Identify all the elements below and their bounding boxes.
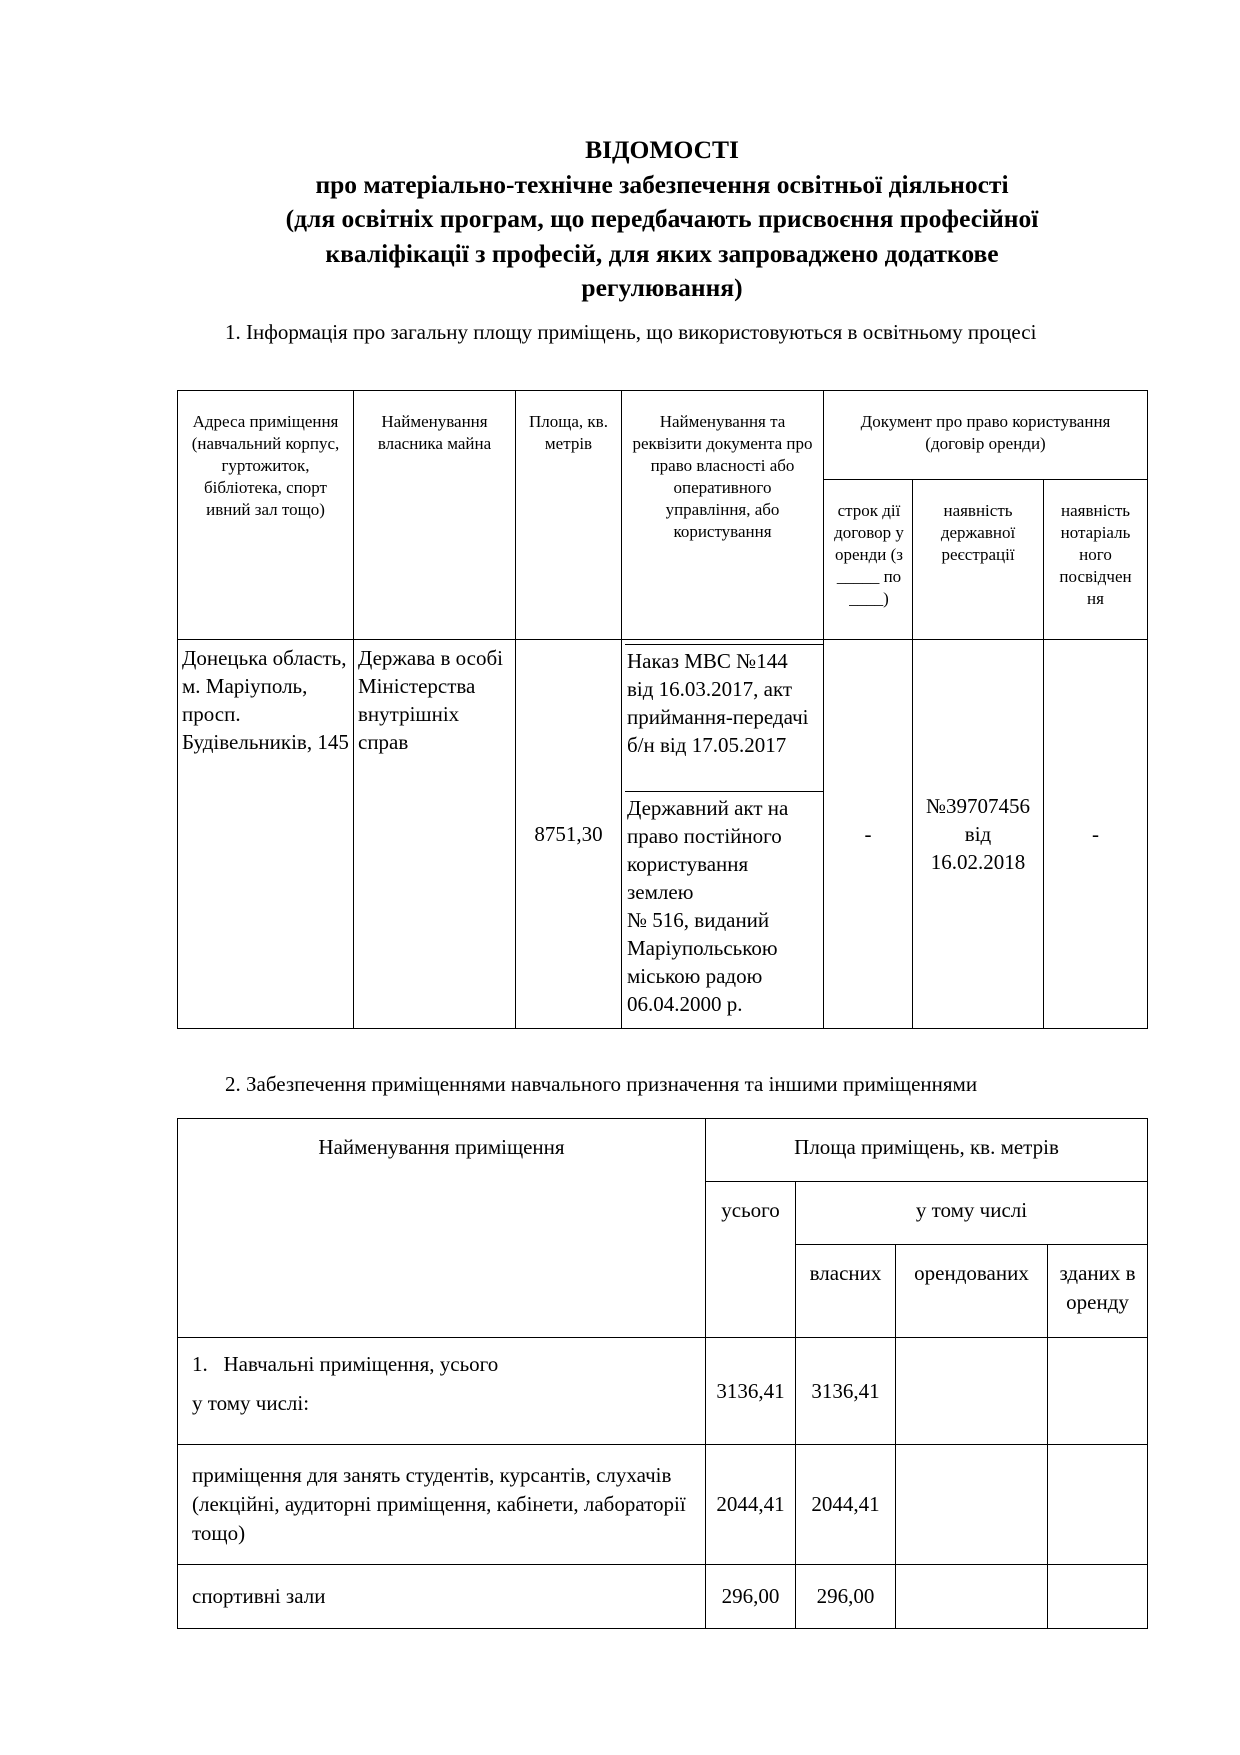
ownership-doc-2-line-2: № 516, виданий Маріупольською міською радою 06.04.2000 р. [627, 908, 778, 1016]
row-2-own: 2044,41 [796, 1445, 896, 1565]
cell-area: 8751,30 [516, 640, 622, 1029]
row-1-sub: у тому числі: [192, 1391, 310, 1415]
header-including: у тому числі [796, 1182, 1148, 1245]
section1-heading: 1. Інформація про загальну площу приміщень, що використовуються в освітньому процесі [225, 320, 1037, 344]
header-leased: орендованих [896, 1245, 1048, 1338]
cell-state-registration: №39707456 від 16.02.2018 [913, 640, 1044, 1029]
ownership-doc-1: Наказ МВС №144 від 16.03.2017, акт приймання-передачі б/н від 17.05.2017 [625, 644, 823, 791]
section2-heading: 2. Забезпечення приміщеннями навчального призначення та іншими приміщеннями [225, 1072, 978, 1096]
cell-ownership-docs [622, 640, 824, 1029]
header-state-registration: наявність державної реєстрації [913, 480, 1044, 640]
row-1-total: 3136,41 [706, 1338, 796, 1445]
cell-notarization: - [1044, 640, 1148, 1029]
premises-purpose-table [177, 1118, 1148, 1629]
header-lease-doc: Документ про право користування (договір оренди) [824, 391, 1148, 480]
title-line-1: ВІДОМОСТІ [585, 135, 739, 164]
row-2-name: приміщення для занять студентів, курсантів, слухачів (лекційні, аудиторні приміщення, кабінети, лабораторії тощо) [178, 1445, 706, 1565]
row-2-leased-out [1048, 1445, 1148, 1565]
ownership-doc-2 [625, 791, 823, 1018]
header-address: Адреса приміщення (навчальний корпус, гуртожиток, бібліотека, спорт ивний зал тощо) [178, 391, 354, 640]
premises-area-table [177, 390, 1148, 1029]
row-1-name: Навчальні приміщення, усього [223, 1352, 499, 1376]
row-3-own: 296,00 [796, 1565, 896, 1629]
cell-lease-term: - [824, 640, 913, 1029]
row-1-title [192, 1350, 691, 1378]
row-1-leased-out [1048, 1338, 1148, 1445]
row-3-leased-out [1048, 1565, 1148, 1629]
row-3-leased [896, 1565, 1048, 1629]
title-line-5: регулювання) [581, 273, 743, 302]
header-premises-area: Площа приміщень, кв. метрів [706, 1119, 1148, 1182]
document-title [177, 133, 1147, 306]
header-total: усього [706, 1182, 796, 1338]
header-premises-name: Найменування приміщення [178, 1119, 706, 1338]
title-line-3: (для освітніх програм, що передбачають присвоєння професійної [285, 204, 1039, 233]
cell-address: Донецька область, м. Маріуполь, просп. Будівельників, 145 [178, 640, 354, 1029]
ownership-doc-2-line-1: Державний акт на право постійного користування землею [627, 796, 789, 904]
title-line-4: кваліфікації з професій, для яких запроваджено додаткове [325, 238, 999, 268]
header-ownership-doc: Найменування та реквізити документа про право власності або оперативного управління, або користування [622, 391, 824, 640]
header-area: Площа, кв. метрів [516, 391, 622, 640]
title-line-2: про матеріально-технічне забезпечення освітньої діяльності [315, 169, 1009, 199]
row-2-leased [896, 1445, 1048, 1565]
cell-owner: Держава в особі Міністерства внутрішніх справ [354, 640, 516, 1029]
header-owner: Найменування власника майна [354, 391, 516, 640]
row-3-total: 296,00 [706, 1565, 796, 1629]
header-leased-out: зданих в оренду [1048, 1245, 1148, 1338]
row-1-leased [896, 1338, 1048, 1445]
table-row [178, 1338, 706, 1445]
header-notarization: наявність нотаріаль ного посвідчен ня [1044, 480, 1148, 640]
header-own: власних [796, 1245, 896, 1338]
row-1-own: 3136,41 [796, 1338, 896, 1445]
row-2-total: 2044,41 [706, 1445, 796, 1565]
header-lease-term: строк дії договор у оренди (з _____ по ____) [824, 480, 913, 640]
row-1-number: 1. [192, 1352, 208, 1376]
row-3-name: спортивні зали [178, 1565, 706, 1629]
